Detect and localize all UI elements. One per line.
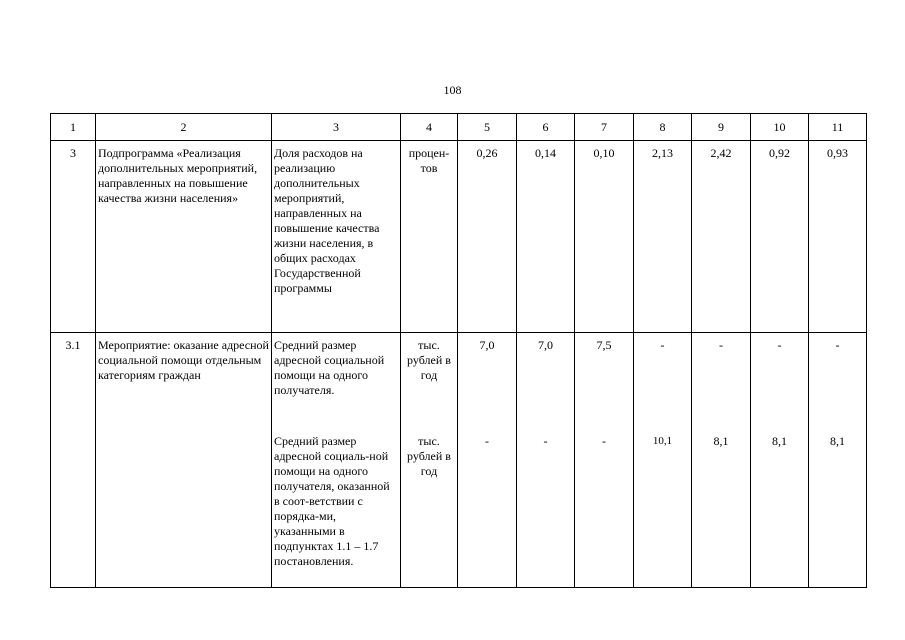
indicator-text: Средний размер адресной социальной помощи на одного получателя. (274, 338, 385, 397)
indicator-text: Средний размер адресной социаль-ной помощи на одного получателя, оказанной в соот-ветствии с порядка-ми, указанными в подпунктах 1.1 – 1.7 постановления. (274, 434, 390, 568)
row-name: Мероприятие: оказание адресной социальной помощи отдельным категориям граждан (96, 333, 272, 588)
value-cell (751, 333, 809, 588)
value: 8,1 (830, 434, 845, 448)
value: - (602, 434, 606, 448)
table-row (51, 141, 867, 333)
header-cell: 10 (751, 114, 809, 141)
table-row (51, 333, 867, 588)
header-cell: 4 (401, 114, 458, 141)
header-row (51, 114, 867, 141)
value: 8,1 (772, 434, 787, 448)
header-cell: 9 (692, 114, 751, 141)
value-cell (575, 333, 634, 588)
indicator-unit: тыс. рублей в год (407, 434, 451, 478)
value: 10,1 (652, 435, 673, 447)
indicator-unit: тыс. рублей в год (407, 338, 451, 382)
header-cell: 5 (458, 114, 517, 141)
value-cell: 0,14 (517, 141, 575, 333)
value-cell (517, 333, 575, 588)
header-cell: 6 (517, 114, 575, 141)
row-name: Подпрограмма «Реализация дополнительных мероприятий, направленных на повышение качества жизни населения» (96, 141, 272, 333)
data-table (50, 113, 867, 588)
value: 7,5 (596, 338, 612, 352)
value-cell (634, 333, 692, 588)
value: - (660, 338, 665, 352)
row-number: 3 (51, 141, 96, 333)
indicator-unit: процен-тов (401, 141, 458, 333)
unit-cell (401, 333, 458, 588)
value-cell: 2,13 (634, 141, 692, 333)
value: 7,0 (538, 338, 553, 352)
value-cell (692, 333, 751, 588)
header-cell: 2 (96, 114, 272, 141)
value-cell: 0,26 (458, 141, 517, 333)
value: - (719, 338, 723, 352)
value-cell: 2,42 (692, 141, 751, 333)
value: - (485, 434, 489, 448)
indicator-text: Доля расходов на реализацию дополнительных мероприятий, направленных на повышение качества жизни населения, в общих расходах Государственной программы (272, 141, 401, 333)
header-cell: 11 (809, 114, 867, 141)
value-cell: 0,10 (575, 141, 634, 333)
value: - (835, 338, 840, 352)
header-cell: 7 (575, 114, 634, 141)
header-cell: 1 (51, 114, 96, 141)
indicator-cell (272, 333, 401, 588)
header-cell: 8 (634, 114, 692, 141)
page-number: 108 (443, 83, 462, 97)
row-number: 3.1 (51, 333, 96, 588)
value: 8,1 (713, 434, 729, 448)
header-cell: 3 (272, 114, 401, 141)
value: 7,0 (479, 338, 495, 352)
value-cell: 0,92 (751, 141, 809, 333)
value: - (543, 434, 548, 448)
value-cell (809, 333, 867, 588)
value: - (777, 338, 782, 352)
value-cell: 0,93 (809, 141, 867, 333)
value-cell (458, 333, 517, 588)
